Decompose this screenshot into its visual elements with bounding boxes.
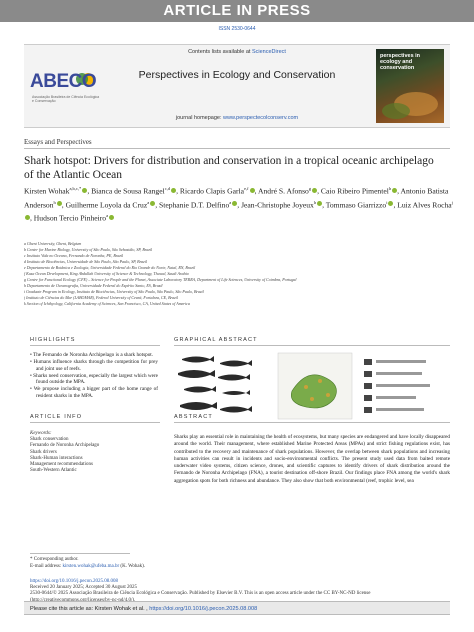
article-info-heading: ARTICLE INFO [30,414,83,420]
author-affiliation-marker: j [451,199,453,205]
email-suffix: (K. Wohak). [119,563,146,569]
author-name[interactable]: André S. Afonso [258,186,309,196]
affiliation-item: i Graduate Program in Ecology, Instituto de Biociências, University of São Paulo, São Paulo, São Paulo, Brazil [24,289,204,294]
affiliation-item: b Center for Marine Biology, University of São Paulo, São Sebastião, SP, Brazil [24,247,153,252]
affiliation-item: e Departamento de Botânica e Zoologia, Universidade Federal do Rio Grande do Norte, Natal, RN, Brazil [24,265,196,270]
received-dates: Received 20 January 2025; Accepted 30 August 2025 [30,585,138,591]
graphical-abstract-divider [174,345,450,346]
author-name[interactable]: Hudson Tercio Pinheiro [33,214,107,223]
sciencedirect-link[interactable]: ScienceDirect [251,49,286,55]
author-list: Kirsten Wohak$^{a,b,c,*}$ , Bianca de Sousa Rangel$^{c,d}$ , Ricardo Clapis Garla$^{e,f}$ , André S. Afonso$^g$ , Caio Ribeiro Pimentel$^h$ , Antonio Batista Anderson$^h$ , Guilherme Loyola da Cruz$^a$ , Stephanie D.T. Delfino$^a$ , Jean-Christophe Joyeux$^h$ , Tommaso Giarrizzo$^i$ , Luiz Alves Rocha$^j$, Hudson Tercio Pinheiro$^a$ [24,186,453,223]
author-affiliation-marker: a [229,199,232,205]
affiliation-item: g Centre for Functional Ecology (CFE) – Science for People and the Planet, Associate Laboratory TERRA, Department of Life Sciences, University of Coimbra, Portugal [24,277,297,282]
highlights-list [30,352,158,400]
section-divider [24,148,450,149]
shark-silhouette-icon [178,370,215,378]
highlights-divider [30,345,160,346]
author-affiliation-marker: h [53,199,56,205]
corresponding-author-label: * Corresponding author. [30,557,79,562]
homepage-prefix: journal homepage: [175,115,223,121]
abstract-divider [174,422,450,423]
orcid-icon[interactable] [392,188,397,193]
orcid-icon[interactable] [388,201,393,206]
keyword-item: Shark drivers [30,449,57,455]
highlight-item: • We propose including a bigger part of the home range of resident sharks in the MPA. [30,386,158,400]
shark-silhouette-icon [220,360,252,367]
cover-art [376,49,444,123]
orcid-icon[interactable] [250,188,255,193]
orcid-icon[interactable] [312,188,317,193]
article-info-divider [30,422,160,423]
orcid-icon[interactable] [82,188,87,193]
author-name[interactable]: Ricardo Clapis Garla [179,186,244,196]
author-name[interactable]: Kirsten Wohak [24,186,70,196]
shark-silhouette-icon [218,374,250,381]
abeco-logo [30,57,104,109]
keywords-list [30,437,158,474]
highlight-item: • The Fernando de Noronha Archipelago is a shark hotspot. [30,352,154,358]
abstract-text: Sharks play an essential role in maintaining the health of ecosystems, but many species are endangered and have locally disappeared around the world. Their management, where established Marine Protected Areas (MPAs) and strict fishing regulations exist, has contributed to the recovery and maintenance of shark populations. However, the overlap between shark populations and increasing human activities can result in incidents and socio-environmental conflicts. The present study used data from baited remote underwater video systems, citizen science, drones, and scientific captures to identify drivers of shark distribution around the Fernando de Noronha Archipelago (FNA), a tourist destination off-shore Brazil. Our findings place FNA among the world's shark aggregation spots for both richness and abundance. They also show that both environmental (reef, trophic level, sea [174,434,450,484]
author-affiliation-marker: a [147,199,150,205]
orcid-icon[interactable] [109,215,114,220]
graphical-abstract-image [174,351,446,423]
graphical-abstract-heading: GRAPHICAL ABSTRACT [174,337,258,343]
orcid-icon[interactable] [232,201,237,206]
highlight-item: • Humans influence sharks through the competition for prey and joint use of reefs. [30,359,158,372]
author-name[interactable]: Antonio Batista Anderson [24,186,449,210]
orcid-icon[interactable] [25,215,30,220]
author-affiliation-marker: e,f [244,186,249,191]
email-link[interactable]: kirsten.wohak@ufeba.ma.br [62,563,120,569]
shark-silhouette-icon [184,386,216,393]
highlights-heading: HIGHLIGHTS [30,337,76,343]
keyword-item: South-Western Atlantic [30,468,77,474]
affiliation-item: c Instituto Vida no Oceano, Fernando de Noronha, PE, Brazil [24,253,124,258]
email-label: E-mail address: [30,563,63,569]
email-line [30,564,330,571]
citation-prefix: Please cite this article as: Kirsten Wohak et al. , [30,606,150,612]
author-affiliation-marker: g [308,186,312,191]
affiliation-item: a Ghent University, Ghent, Belgium [24,241,82,246]
author-name[interactable]: Tommaso Giarrizzo [325,200,387,210]
author-affiliation-marker: h [313,199,317,205]
author-name[interactable]: Caio Ribeiro Pimentel [320,186,389,196]
orcid-icon[interactable] [171,188,176,193]
doi-link[interactable]: https://doi.org/10.1016/j.pecon.2025.08.008 [30,579,118,584]
shark-silhouette-icon [180,402,217,410]
keywords-block [30,431,158,474]
issn-link[interactable]: ISSN 2530-0644 [218,26,256,32]
author-affiliation-marker: h [388,186,392,191]
contents-prefix: Contents lists available at [188,49,252,55]
shark-silhouette-icon [222,390,250,395]
shark-silhouette-icon [220,406,252,413]
author-name[interactable]: Jean-Christophe Joyeux [241,200,314,210]
cover-title-line-3: conservation [380,65,415,71]
keyword-item: Management recommendations [30,462,93,468]
author-name[interactable]: Guilherme Loyola da Cruz [65,200,148,210]
cover-title-line-1: perspectives in [380,53,421,59]
citation-bar [24,601,450,615]
cover-title-line-2: ecology and [380,59,413,65]
author-affiliation-marker: c,d [164,186,171,191]
author-affiliation-marker: i [386,199,388,205]
orcid-icon[interactable] [317,201,322,206]
author-name[interactable]: Luiz Alves Rocha [397,200,452,210]
keyword-item: Shark conservation [30,437,69,443]
citation-doi-link[interactable]: https://doi.org/10.1016/j.pecon.2025.08.008 [149,606,258,612]
article-title: Shark hotspot: Drivers for distribution and conservation in a tropical oceanic archipelago of the Atlantic Ocean [24,155,434,181]
orcid-icon[interactable] [150,201,155,206]
article-in-press-banner: ARTICLE IN PRESS [0,0,474,22]
affiliation-item: k Section of Ichthyology, California Academy of Sciences, San Francisco, CA, United States of America [24,301,190,306]
section-label: Essays and Perspectives [24,138,92,146]
affiliation-item: f Kasa Ocean Development, King Abdullah University of Science & Technology, Thuwal, Saudi Arabia [24,271,189,276]
footnote-divider [30,553,130,554]
keyword-item: Shark-Human interactions [30,455,83,461]
license-text: 2530-0644/© 2025 Associação Brasileira de Ciência Ecológica e Conservação. Published by Elsevier B.V. This is an open access article under the CC BY-NC-ND license [30,591,371,597]
correspondence-footnote [30,557,330,570]
abstract-heading: ABSTRACT [174,414,213,420]
homepage-link[interactable]: www.perspectecolconserv.com [223,115,299,121]
affiliation-item: d Instituto de Biociências, Universidade de São Paulo, São Paulo, SP, Brazil [24,259,147,264]
affiliation-item: j Instituto de Ciências do Mar (LABOMAR), Federal University of Ceará, Fortaleza, CE, Brazil [24,295,178,300]
affiliations [24,241,454,307]
shark-silhouette-icon [182,356,214,363]
journal-title: Perspectives in Ecology and Conservation [138,69,336,81]
affiliation-item: h Departamento de Oceanografia, Universidade Federal do Espírito Santo, ES, Brazil [24,283,163,288]
journal-header [24,44,450,128]
author-affiliation-marker: a [106,213,109,219]
orcid-icon[interactable] [57,201,62,206]
journal-cover-image [376,49,444,123]
author-name[interactable]: Bianca de Sousa Rangel [91,186,165,196]
keywords-label: Keywords: [30,431,52,436]
abeco-logo-text: ABECO [30,71,97,92]
abeco-logo-subtitle: Associação Brasileira de Ciência Ecológica e Conservação [32,95,100,103]
graphical-abstract-figure [174,351,446,423]
keyword-item: Fernando de Noronha Archipelago [30,443,100,449]
highlight-item: • Sharks need conservation, especially the largest which were found outside the MPA. [30,372,158,386]
author-affiliation-marker: a,b,c,* [69,186,82,191]
author-name[interactable]: Stephanie D.T. Delfino [158,200,230,210]
